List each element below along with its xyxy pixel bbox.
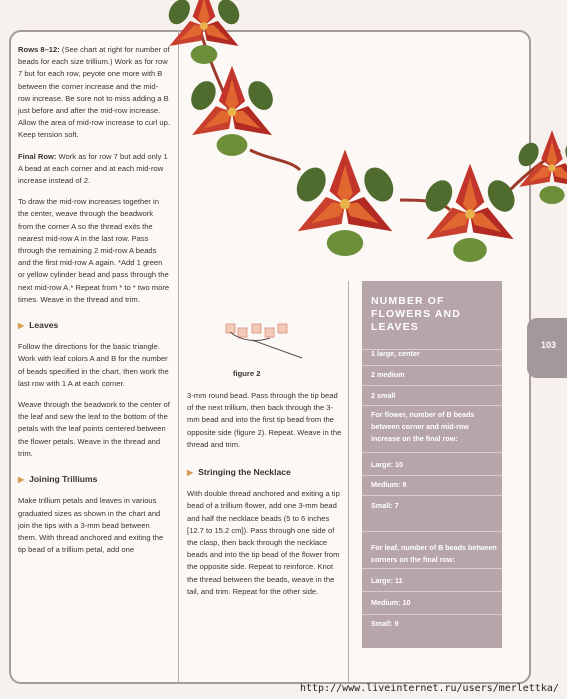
leaves-paragraph-1: Follow the directions for the basic triangle. Work with leaf colors A and B for the number of beads specified in the chart, then work the last row with 1 A at each corner. xyxy=(18,342,169,388)
divider xyxy=(362,568,502,569)
column-divider xyxy=(348,281,349,682)
divider xyxy=(362,385,502,386)
final-row-body: Work as for row 7 but add only 1 A bead at each corner and at each mid-row increase instead of 2. xyxy=(18,151,168,186)
flower-right xyxy=(419,164,521,262)
final-row-heading: Final Row: xyxy=(18,151,57,161)
rows-heading: Rows 8–12: xyxy=(18,45,60,54)
flower-top-left xyxy=(164,0,245,64)
rows-body: (See chart at right for number of beads for each size trillium.) Work as for row 7 but for each row, peyote one more with B between the corner increase and the mid-row increase. Be sure not to miss adding a B just before and after the mid-row increase. Allow the area of mid-row increase to curl up. Keep tension soft. xyxy=(18,45,170,140)
flower-intro: For flower, number of B beads between corner and mid-row increase on the final row: xyxy=(371,410,475,443)
divider xyxy=(362,531,502,532)
continue-paragraph: 3-mm round bead. Pass through the tip bead of the next trillium, then back through the 3-mm bead and into the first tip bead from the opposite side (figure 2). Repeat. Weave in the thread and trim. xyxy=(187,391,342,449)
leaf-count: Small: 9 xyxy=(371,619,399,628)
page-number: 103 xyxy=(541,340,557,350)
leaves-paragraph-2: Weave through the beadwork to the center of the leaf and sew the leaf to the bottom of the petals with the leaf points centered between the flower petals. Weave in the thread and trim. xyxy=(18,400,170,458)
stringing-paragraph: With double thread anchored and exiting a tip bead of a trillium flower, add one 3-mm bead and half the necklace beads (5 to 6 inches [12.7 to 15.2 cm]). Pass through one side of the clasp, then back through the necklace beads and into the tip bead of the flower from the opposite side. Repeat to reinforce. Knot the thread between the beads, weave in the tail, and trim. Repeat for the other side. xyxy=(187,489,340,596)
arrow-icon: ▶ xyxy=(187,468,194,478)
flower-count: Small: 7 xyxy=(371,501,399,510)
left-column xyxy=(18,44,170,565)
sidebar-title: NUMBER OF FLOWERS AND LEAVES xyxy=(371,295,461,333)
leaves-heading-row xyxy=(18,319,170,332)
rows-paragraph xyxy=(18,44,170,142)
arrow-icon: ▶ xyxy=(18,475,25,485)
divider xyxy=(362,405,502,406)
divider xyxy=(362,452,502,453)
figure-2-illustration xyxy=(222,318,306,364)
page-number-tab xyxy=(527,318,567,378)
flower-center xyxy=(290,149,400,256)
divider xyxy=(362,365,502,366)
flower-count: Medium: 8 xyxy=(371,480,407,489)
joining-paragraph: Make trillium petals and leaves in various graduated sizes as shown in the chart and join the tips with a 3-mm bead between them. With thread anchored and exiting the tip bead of a trillium petal, add one xyxy=(18,496,164,555)
arrow-icon: ▶ xyxy=(18,321,25,331)
draw-paragraph: To draw the mid-row increases together in the center, weave through the beadwork from the corner A so the thread exits the nearest mid-row A in the last row. Pass through the remaining 2 mid-row A beads and the first mid-row A again. *Add 1 green or yellow cylinder bead and pass through the next mid-row A.* Repeat from * to * two more times. Weave in the thread and trim. xyxy=(18,197,170,304)
figure-caption: figure 2 xyxy=(233,369,261,378)
final-row-paragraph xyxy=(18,151,170,188)
stringing-heading-row xyxy=(187,466,343,479)
flower-left xyxy=(185,66,278,156)
stringing-heading: Stringing the Necklace xyxy=(198,467,291,478)
middle-column xyxy=(187,390,343,607)
joining-heading-row xyxy=(18,473,170,486)
leaf-count: Large: 11 xyxy=(371,576,403,585)
list-item: 2 medium xyxy=(371,370,405,379)
list-item: 2 small xyxy=(371,391,396,400)
watermark-url: http://www.liveinternet.ru/users/merlettka/ xyxy=(300,683,559,694)
leaves-heading: Leaves xyxy=(29,320,59,331)
divider xyxy=(362,614,502,615)
divider xyxy=(362,495,502,496)
joining-heading: Joining Trilliums xyxy=(29,474,98,485)
flowers-leaves-sidebar xyxy=(362,281,502,648)
flower-count: Large: 10 xyxy=(371,460,403,469)
leaf-intro: For leaf, number of B beads between corners on the final row: xyxy=(371,543,497,564)
divider xyxy=(362,475,502,476)
flower-far-right xyxy=(514,130,567,204)
divider xyxy=(362,591,502,592)
leaf-count: Medium: 10 xyxy=(371,598,411,607)
list-item: 1 large, center xyxy=(371,349,420,358)
